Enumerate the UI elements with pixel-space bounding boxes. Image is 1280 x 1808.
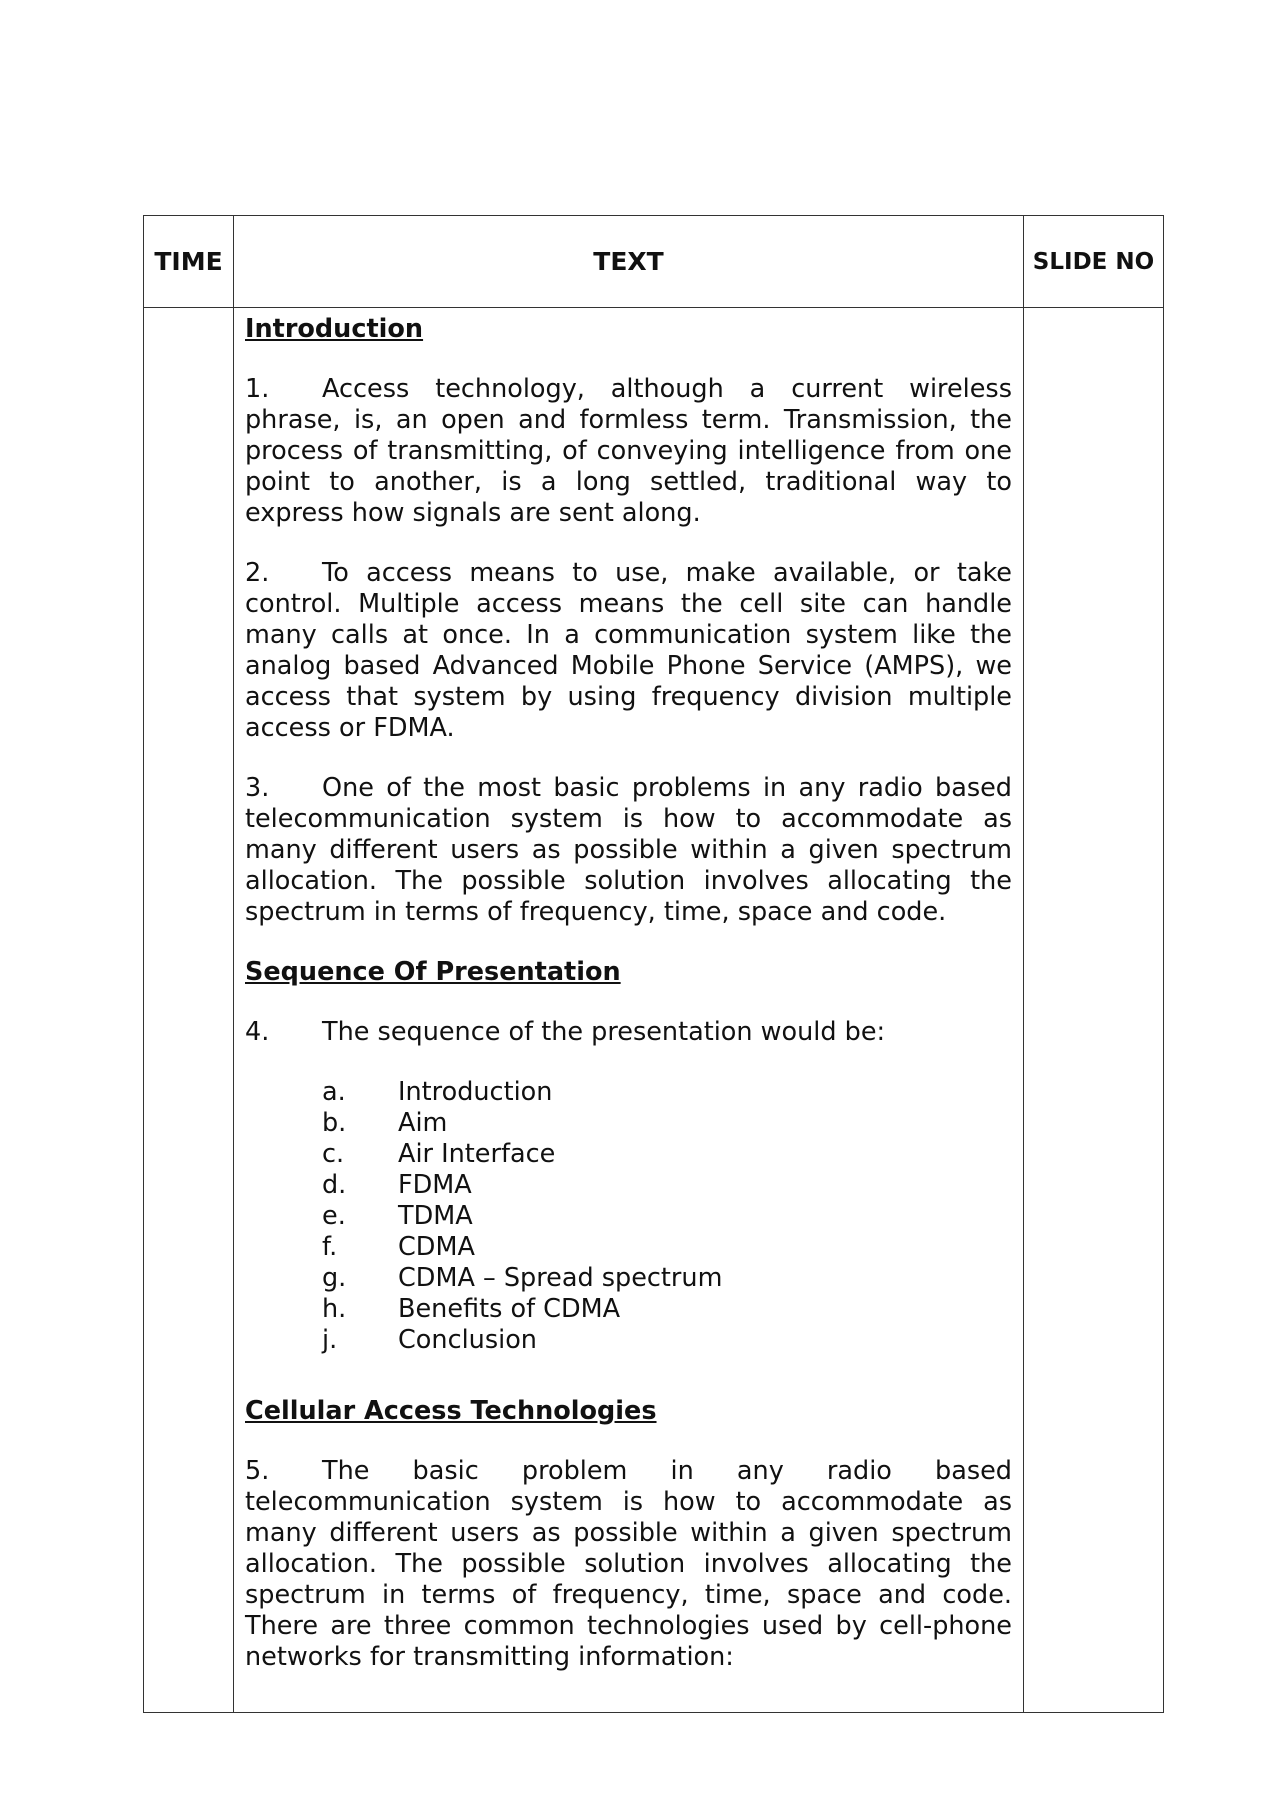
list-item — [322, 1077, 1012, 1108]
sequence-list — [322, 1077, 1012, 1356]
list-item-label: Conclusion — [398, 1325, 537, 1355]
list-item — [322, 1108, 1012, 1139]
list-item-letter: f. — [322, 1232, 338, 1262]
list-item-label: CDMA — [398, 1232, 475, 1262]
table-header-row — [144, 216, 1164, 308]
list-item-label: Aim — [398, 1108, 448, 1138]
cellular-heading: Cellular Access Technologies — [245, 1396, 657, 1426]
paragraph-1 — [245, 374, 1012, 529]
paragraph-number: 1. — [245, 374, 270, 404]
paragraph-number: 4. — [245, 1017, 270, 1047]
list-item-letter: b. — [322, 1108, 347, 1138]
list-item-label: Air Interface — [398, 1139, 556, 1169]
table-body-row — [144, 308, 1164, 1713]
paragraph-number: 5. — [245, 1456, 270, 1486]
list-item-letter: e. — [322, 1201, 346, 1231]
paragraph-number: 3. — [245, 773, 270, 803]
paragraph-2 — [245, 558, 1012, 744]
list-item — [322, 1232, 1012, 1263]
lesson-plan-table — [143, 215, 1164, 1713]
list-item-label: TDMA — [398, 1201, 473, 1231]
list-item — [322, 1325, 1012, 1356]
text-column-header: TEXT — [234, 216, 1024, 308]
list-item-label: FDMA — [398, 1170, 472, 1200]
list-item — [322, 1201, 1012, 1232]
slide-no-column-header: SLIDE NO — [1024, 216, 1164, 308]
list-item — [322, 1139, 1012, 1170]
time-cell — [144, 308, 234, 1713]
list-item-letter: j. — [322, 1325, 338, 1355]
list-item — [322, 1294, 1012, 1325]
paragraph-text: To access means to use, make available, or take control. Multiple access means the cell site can handle many calls at once. In a communication system like the analog based Advanced Mobile Phone Service (AMPS), we access that system by using frequency division multiple access or FDMA. — [245, 558, 1012, 743]
paragraph-text: The basic problem in any radio based telecommunication system is how to accommodate as many different users as possible within a given spectrum allocation. The possible solution involves allocating the spectrum in terms of frequency, time, space and code. There are three common technologies used by cell-phone networks for transmitting information: — [245, 1456, 1012, 1672]
list-item-label: Introduction — [398, 1077, 553, 1107]
sequence-heading: Sequence Of Presentation — [245, 957, 621, 987]
list-item-letter: h. — [322, 1294, 347, 1324]
list-item-letter: c. — [322, 1139, 345, 1169]
text-cell — [234, 308, 1024, 1713]
slide-no-cell — [1024, 308, 1164, 1713]
list-item-label: Benefits of CDMA — [398, 1294, 621, 1324]
introduction-heading: Introduction — [245, 314, 424, 344]
list-item-letter: d. — [322, 1170, 347, 1200]
list-item — [322, 1263, 1012, 1294]
paragraph-text: The sequence of the presentation would be: — [322, 1017, 886, 1047]
list-item-letter: a. — [322, 1077, 346, 1107]
paragraph-5 — [245, 1456, 1012, 1673]
list-item — [322, 1170, 1012, 1201]
paragraph-text: Access technology, although a current wireless phrase, is, an open and formless term. Transmission, the process of transmitting, of conveying intelligence from one point to another, is a long settled, traditional way to express how signals are sent along. — [245, 374, 1012, 528]
paragraph-text: One of the most basic problems in any radio based telecommunication system is how to accommodate as many different users as possible within a given spectrum allocation. The possible solution involves allocating the spectrum in terms of frequency, time, space and code. — [245, 773, 1012, 927]
time-column-header: TIME — [144, 216, 234, 308]
list-item-label: CDMA – Spread spectrum — [398, 1263, 723, 1293]
list-item-letter: g. — [322, 1263, 347, 1293]
paragraph-number: 2. — [245, 558, 270, 588]
paragraph-3 — [245, 773, 1012, 928]
paragraph-4 — [245, 1017, 1012, 1048]
